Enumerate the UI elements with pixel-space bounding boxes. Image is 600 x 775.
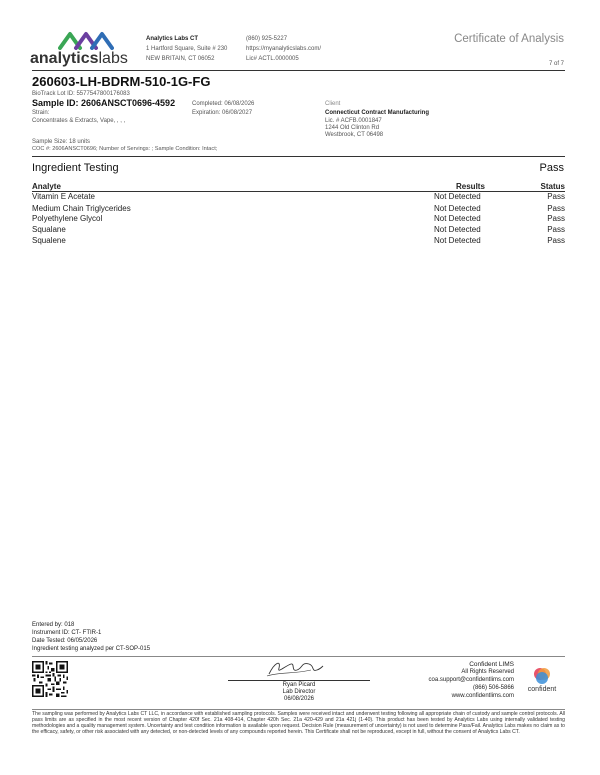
table-row	[32, 204, 565, 214]
column-analyte: Analyte	[32, 182, 61, 191]
page-number: 7 of 7	[548, 61, 564, 67]
table-row	[32, 225, 565, 235]
lab-website[interactable]: https://myanalyticslabs.com/	[246, 46, 322, 52]
footer-divider	[32, 656, 565, 657]
sample-category: Concentrates & Extracts, Vape, , , ,	[32, 118, 126, 124]
analyte-status: Pass	[547, 225, 565, 234]
signature-date: 06/08/2026	[283, 696, 315, 702]
biotrack-lot-id: BioTrack Lot ID: 5577547800176083	[32, 91, 130, 97]
client-license: Lic. # ACFB.0001847	[325, 118, 382, 124]
signature-image	[265, 658, 325, 680]
expiration-date: Expiration: 06/08/2027	[192, 110, 253, 116]
sample-divider	[32, 156, 565, 157]
lims-rights: All Rights Reserved	[461, 669, 514, 675]
lab-address-1: 1 Hartford Square, Suite # 230	[146, 46, 228, 52]
lab-address-2: NEW BRITAIN, CT 06052	[146, 56, 215, 62]
analyte-result: Not Detected	[434, 225, 481, 234]
section-status: Pass	[539, 162, 564, 174]
logo-text-bold: analytics	[30, 50, 99, 67]
analyte-result: Not Detected	[434, 204, 481, 213]
client-address-1: 1244 Old Clinton Rd	[325, 125, 380, 131]
section-title: Ingredient Testing	[32, 162, 119, 174]
coc-info: COC #: 2606ANSCT0696; Number of Servings: ; Sample Condition: Intact;	[32, 146, 218, 152]
analyte-result: Not Detected	[434, 192, 481, 201]
table-row	[32, 192, 565, 202]
sample-id: Sample ID: 2606ANSCT0696-4592	[32, 98, 176, 108]
column-results: Results	[456, 182, 485, 191]
client-label: Client	[325, 101, 341, 107]
logo-text-light: labs	[98, 50, 128, 67]
table-row	[32, 214, 565, 224]
lims-name: Confident LIMS	[469, 661, 514, 668]
strain-label: Strain:	[32, 110, 50, 116]
analyte-status: Pass	[547, 236, 565, 245]
lab-license: Lic# ACTL.0000005	[246, 56, 299, 62]
analyte-status: Pass	[547, 204, 565, 213]
confident-logo-text: confident	[527, 686, 557, 693]
table-row	[32, 236, 565, 246]
lims-email[interactable]: coa.support@confidentlims.com	[428, 677, 514, 683]
lims-phone: (866) 506-5866	[472, 685, 514, 691]
analyte-result: Not Detected	[434, 236, 481, 245]
column-status: Status	[540, 182, 565, 191]
confident-logo-icon	[532, 666, 552, 686]
analyte-status: Pass	[547, 214, 565, 223]
analyte-name: Medium Chain Triglycerides	[32, 204, 131, 213]
analyte-name: Squalene	[32, 236, 66, 245]
disclaimer-text: The sampling was performed by Analytics Labs CT LLC, in accordance with established sampling protocols. Samples were received intact and underwent testing following all appropriate chain of custody and sample control protocols. All pass limits are as specified in the most recent version of Chapter 420f Sec. 21a 408-414, Chapter 420h Sec. 21a 420-429 and 21a 421j (1-40). This product has been tested by Analytics Labs using internally validated testing methodologies and a quality management system. Uncertainty and test condition information is available upon request. Decision Rule (measurement of uncertainty) is not used to determine Pass/Fail. Analytics Labs makes no claim as to the efficacy, safety, or other risk associated with any detected, or non-detected levels of any compounds reported herein. This Certificate shall not be reproduced, except in full, without the consent of Analytics Labs CT.	[32, 711, 565, 736]
signer-title: Lab Director	[282, 689, 316, 695]
testing-method: Ingredient testing analyzed per CT-SOP-015	[32, 646, 151, 652]
completed-date: Completed: 06/08/2026	[192, 101, 255, 107]
analyte-name: Vitamin E Acetate	[32, 192, 95, 201]
lims-website[interactable]: www.confidentlims.com	[451, 693, 514, 699]
lab-name: Analytics Labs CT	[146, 36, 199, 42]
header-divider	[32, 70, 565, 71]
disclaimer-divider	[32, 709, 565, 710]
confident-logo	[520, 666, 564, 696]
signer-name: Ryan Picard	[282, 682, 316, 688]
entered-by: Entered by: 018	[32, 622, 75, 628]
product-id: 260603-LH-BDRM-510-1G-FG	[32, 74, 211, 89]
analyte-status: Pass	[547, 192, 565, 201]
analyte-name: Polyethylene Glycol	[32, 214, 103, 223]
doc-title: Certificate of Analysis	[454, 33, 564, 45]
client-address-2: Westbrook, CT 06498	[325, 132, 384, 138]
client-name: Connecticut Contract Manufacturing	[325, 110, 430, 116]
date-tested: Date Tested: 06/05/2026	[32, 638, 98, 644]
analyte-result: Not Detected	[434, 214, 481, 223]
instrument-id: Instrument ID: CT- FTIR-1	[32, 630, 102, 636]
logo-mountain-icon	[58, 30, 114, 50]
analyte-name: Squalane	[32, 225, 66, 234]
signature-line	[228, 680, 370, 681]
sample-size: Sample Size: 18 units	[32, 139, 91, 145]
qr-code-icon[interactable]	[32, 661, 68, 697]
lab-phone: (860) 925-5227	[246, 36, 288, 42]
lab-logo	[30, 30, 142, 70]
